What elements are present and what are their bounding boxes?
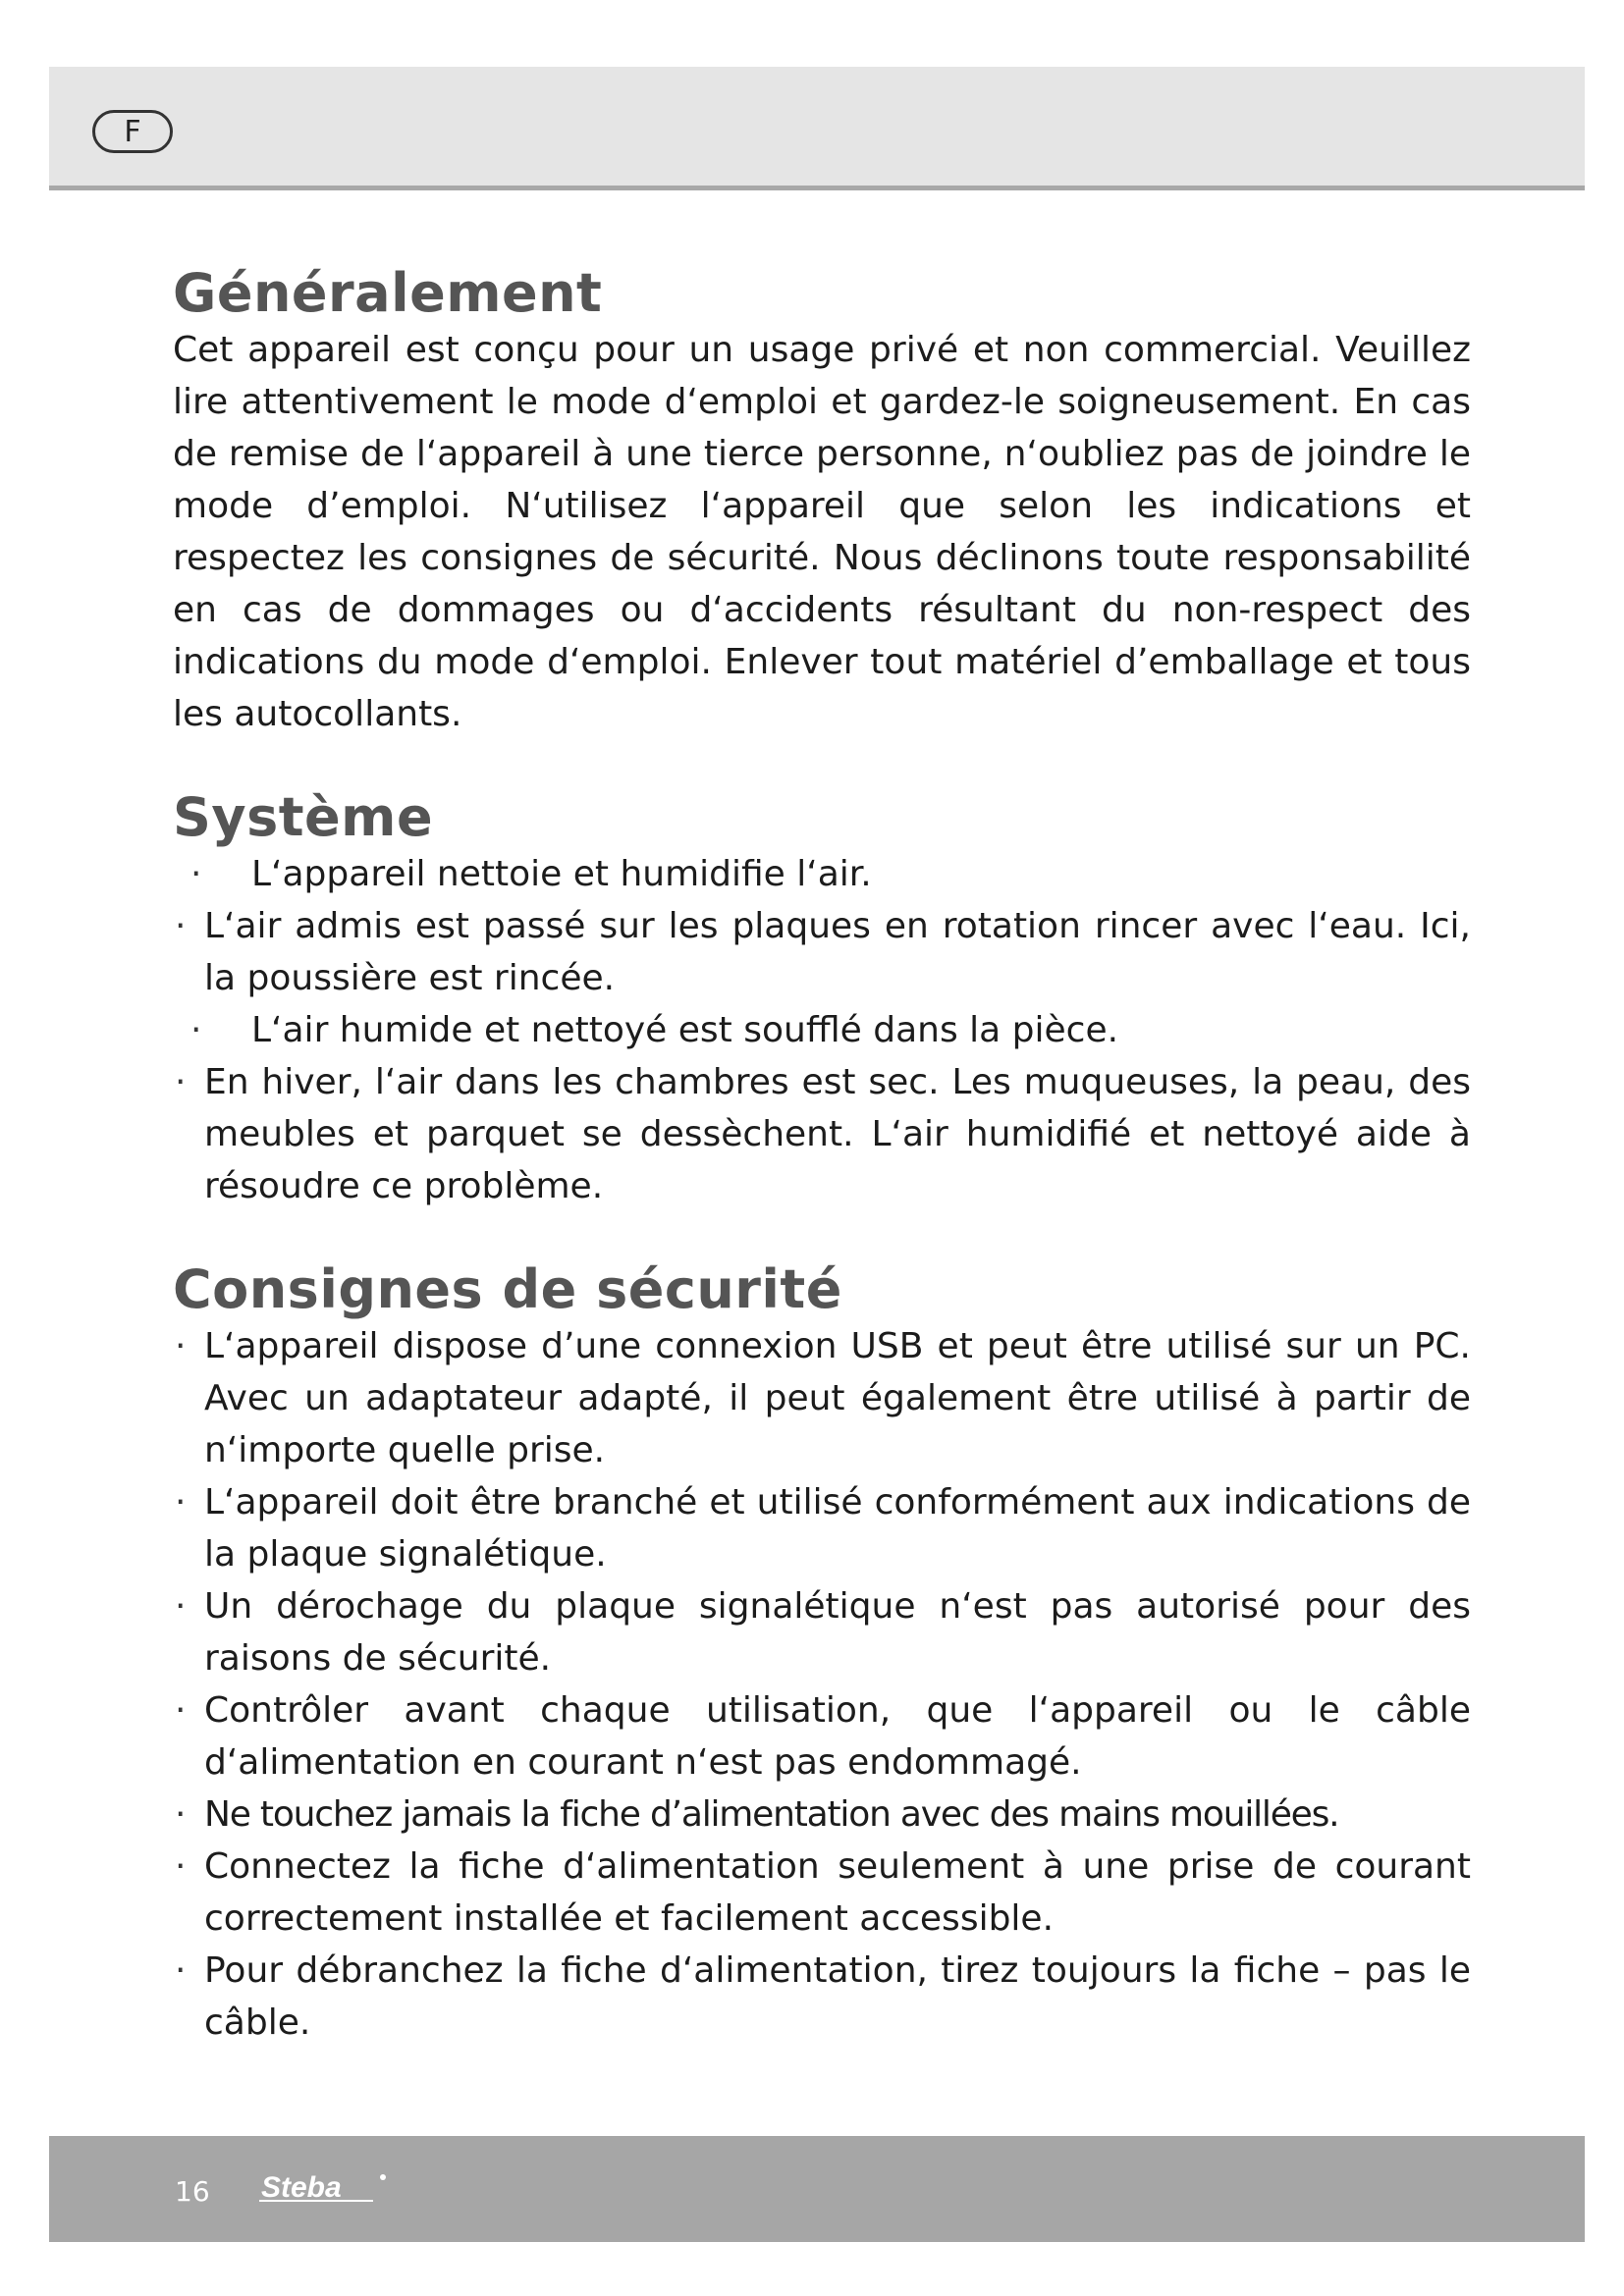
safety-list: [173, 1320, 1471, 2049]
language-badge: F: [92, 110, 173, 153]
section-safety: [173, 1259, 1471, 2049]
steba-logo: [257, 2167, 405, 2211]
general-paragraph: Cet appareil est conçu pour un usage privé et non commercial. Veuillez lire attentivement le mode d‘emploi et gardez-le soigneusement. En cas de remise de l‘appareil à une tierce personne, n‘oubliez pas de joindre le mode d’emploi. N‘utilisez l‘appareil que selon les indications et respectez les consignes de sécurité. Nous déclinons toute responsabilité en cas de dommages ou d‘accidents résultant du non-respect des indications du mode d‘emploi. Enlever tout matériel d’emballage et tous les autocollants.: [173, 330, 1471, 735]
page-number: 16: [175, 2175, 210, 2208]
logo-text: Steba: [261, 2171, 342, 2204]
list-item: · Ne touchez jamais la fiche d’alimentation avec des mains mouillées.: [173, 1789, 1471, 1841]
list-item: · Contrôler avant chaque utilisation, que l‘appareil ou le câble d‘alimentation en courant n‘est pas endommagé.: [173, 1684, 1471, 1789]
list-item: · En hiver, l‘air dans les chambres est sec. Les muqueuses, la peau, des meubles et parquet se dessèchent. L‘air humidifié et nettoyé aide à résoudre ce problème.: [173, 1056, 1471, 1212]
section-title-system: Système: [173, 786, 434, 849]
section-title-general: Généralement: [173, 262, 603, 324]
list-item: · Connectez la fiche d‘alimentation seulement à une prise de courant correctement installée et facilement accessible.: [173, 1841, 1471, 1945]
list-item: · Pour débranchez la fiche d‘alimentation, tirez toujours la fiche – pas le câble.: [173, 1945, 1471, 2049]
footer-band: [49, 2136, 1585, 2242]
section-general: [173, 263, 1471, 740]
section-title-safety: Consignes de sécurité: [173, 1258, 842, 1321]
page-content: [173, 263, 1471, 2049]
list-item: · L‘air humide et nettoyé est soufflé dans la pièce.: [173, 1004, 1471, 1056]
header-band: [49, 67, 1585, 190]
list-item: · L‘appareil dispose d’une connexion USB et peut être utilisé sur un PC. Avec un adaptateur adapté, il peut également être utilisé à partir de n‘importe quelle prise.: [173, 1320, 1471, 1476]
list-item: · L‘air admis est passé sur les plaques en rotation rincer avec l‘eau. Ici, la poussière est rincée.: [173, 900, 1471, 1004]
section-system: [173, 787, 1471, 1212]
system-list: [173, 848, 1471, 1212]
list-item: · L‘appareil nettoie et humidifie l‘air.: [173, 848, 1471, 900]
list-item: · Un dérochage du plaque signalétique n‘est pas autorisé pour des raisons de sécurité.: [173, 1580, 1471, 1684]
list-item: · L‘appareil doit être branché et utilisé conformément aux indications de la plaque signalétique.: [173, 1476, 1471, 1580]
